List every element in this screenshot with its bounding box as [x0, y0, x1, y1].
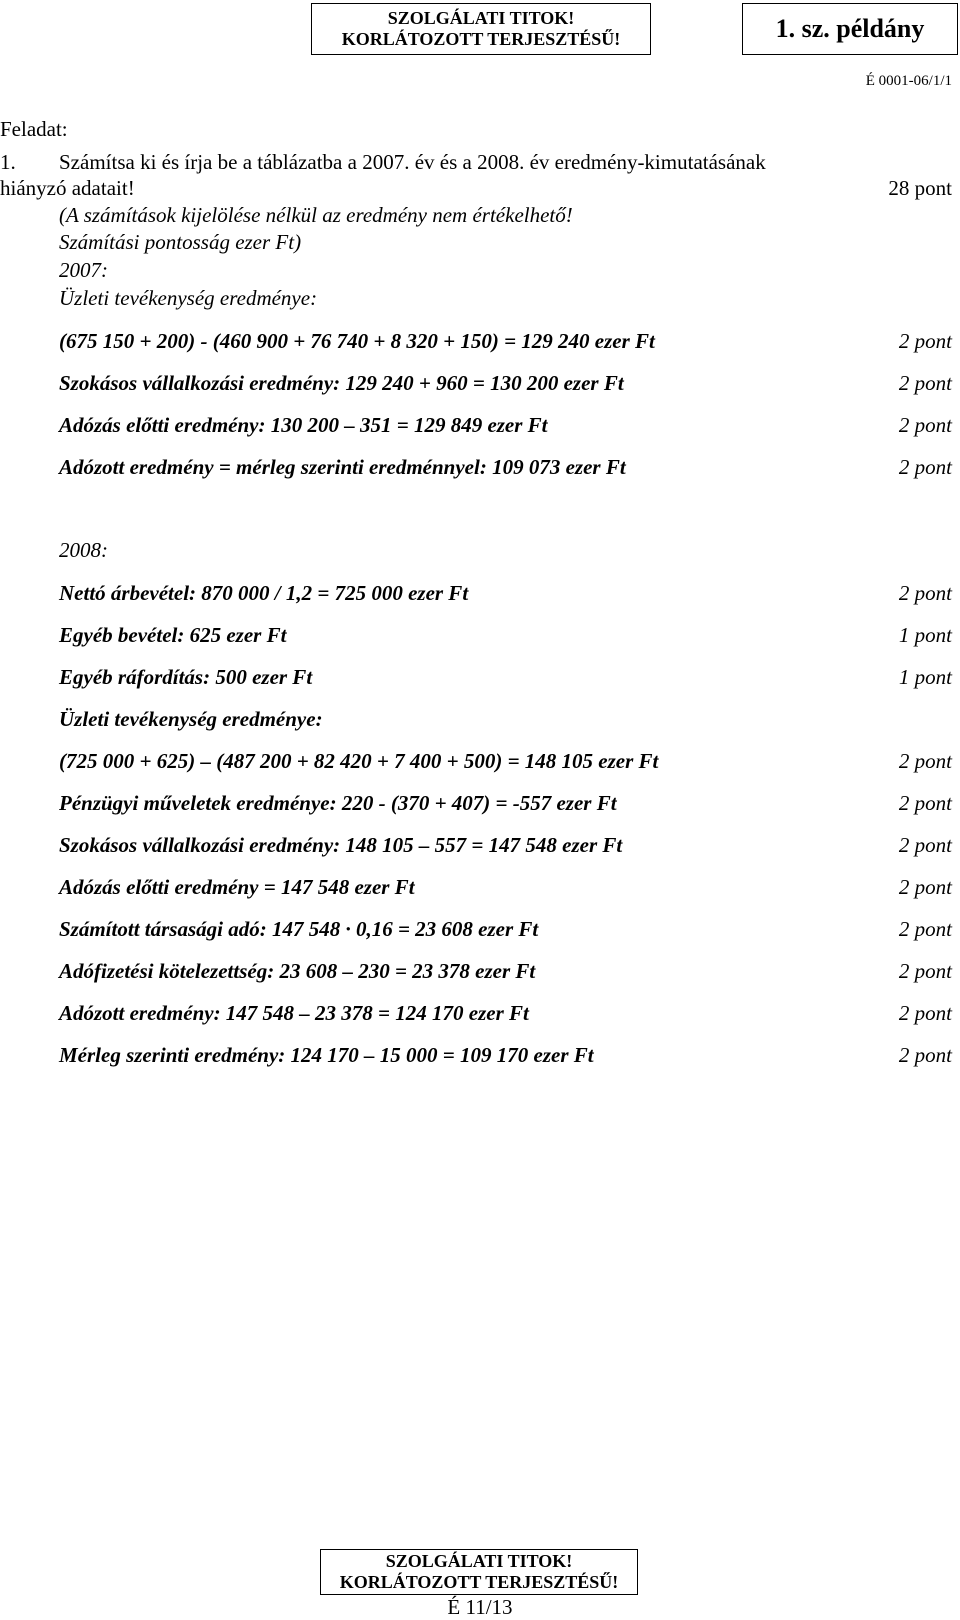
year-2007-line-1: (675 150 + 200) - (460 900 + 76 740 + 8 320 + 150) = 129 240 ezer Ft	[59, 329, 655, 353]
task-note1: (A számítások kijelölése nélkül az eredmény nem értékelhető!	[59, 203, 573, 227]
year-2007-points-2: 2 pont	[898, 371, 952, 395]
year-2007-points-4: 2 pont	[898, 455, 952, 479]
year-2007-label: 2007:	[59, 258, 108, 282]
document-code: É 0001-06/1/1	[865, 73, 952, 89]
header-classification-box	[311, 3, 651, 55]
year-2008-line-b7: Adózott eredmény: 147 548 – 23 378 = 124 170 ezer Ft	[59, 1001, 529, 1025]
year-2008-line-b1: (725 000 + 625) – (487 200 + 82 420 + 7 400 + 500) = 148 105 ezer Ft	[59, 749, 659, 773]
header-classification-line2: KORLÁTOZOTT TERJESZTÉSŰ!	[341, 29, 621, 49]
year-2008-points-a3: 1 pont	[898, 665, 952, 689]
year-2008-line-b3: Szokásos vállalkozási eredmény: 148 105 – 557 = 147 548 ezer Ft	[59, 833, 623, 857]
year-2008-points-b4: 2 pont	[898, 875, 952, 899]
year-2008-points-b7: 2 pont	[898, 1001, 952, 1025]
page-number: É 11/13	[447, 1595, 513, 1619]
copy-label: 1. sz. példány	[775, 14, 925, 43]
task-label: Feladat:	[0, 117, 68, 141]
task-number: 1.	[0, 150, 16, 174]
year-2008-line-a1: Nettó árbevétel: 870 000 / 1,2 = 725 000 ezer Ft	[59, 581, 469, 605]
task-note2: Számítási pontosság ezer Ft)	[59, 230, 302, 254]
year-2008-points-b1: 2 pont	[898, 749, 952, 773]
year-2008-line-a2: Egyéb bevétel: 625 ezer Ft	[59, 623, 287, 647]
year-2008-label: 2008:	[59, 538, 108, 562]
year-2008-points-b3: 2 pont	[898, 833, 952, 857]
year-2007-points-1: 2 pont	[898, 329, 952, 353]
task-total-points: 28 pont	[888, 176, 952, 200]
year-2007-line-2: Szokásos vállalkozási eredmény: 129 240 + 960 = 130 200 ezer Ft	[59, 371, 624, 395]
year-2008-points-b6: 2 pont	[898, 959, 952, 983]
year-2007-points-3: 2 pont	[898, 413, 952, 437]
year-2008-line-b8: Mérleg szerinti eredmény: 124 170 – 15 000 = 109 170 ezer Ft	[59, 1043, 594, 1067]
year-2008-line-b6: Adófizetési kötelezettség: 23 608 – 230 = 23 378 ezer Ft	[59, 959, 536, 983]
year-2008-line-b5: Számított társasági adó: 147 548 · 0,16 = 23 608 ezer Ft	[59, 917, 539, 941]
year-2008-points-a2: 1 pont	[898, 623, 952, 647]
task-text-line2: hiányzó adatait!	[0, 176, 135, 200]
year-2007-heading: Üzleti tevékenység eredménye:	[59, 286, 318, 310]
year-2008-points-b8: 2 pont	[898, 1043, 952, 1067]
task-text-line1: Számítsa ki és írja be a táblázatba a 2007. év és a 2008. év eredmény-kimutatásának	[59, 150, 766, 174]
year-2007-line-3: Adózás előtti eredmény: 130 200 – 351 = 129 849 ezer Ft	[59, 413, 548, 437]
year-2008-line-a3: Egyéb ráfordítás: 500 ezer Ft	[59, 665, 313, 689]
header-classification-line1: SZOLGÁLATI TITOK!	[387, 8, 575, 28]
year-2008-line-b4: Adózás előtti eredmény = 147 548 ezer Ft	[59, 875, 415, 899]
year-2008-points-a1: 2 pont	[898, 581, 952, 605]
year-2008-heading: Üzleti tevékenység eredménye:	[59, 707, 323, 731]
footer-classification-line1: SZOLGÁLATI TITOK!	[385, 1551, 573, 1571]
year-2008-line-b2: Pénzügyi műveletek eredménye: 220 - (370 + 407) = -557 ezer Ft	[59, 791, 617, 815]
footer-classification-line2: KORLÁTOZOTT TERJESZTÉSŰ!	[339, 1572, 619, 1592]
header-copy-box	[742, 3, 958, 55]
footer-classification-box	[320, 1549, 638, 1595]
year-2008-points-b2: 2 pont	[898, 791, 952, 815]
year-2008-points-b5: 2 pont	[898, 917, 952, 941]
year-2007-line-4: Adózott eredmény = mérleg szerinti eredménnyel: 109 073 ezer Ft	[59, 455, 626, 479]
